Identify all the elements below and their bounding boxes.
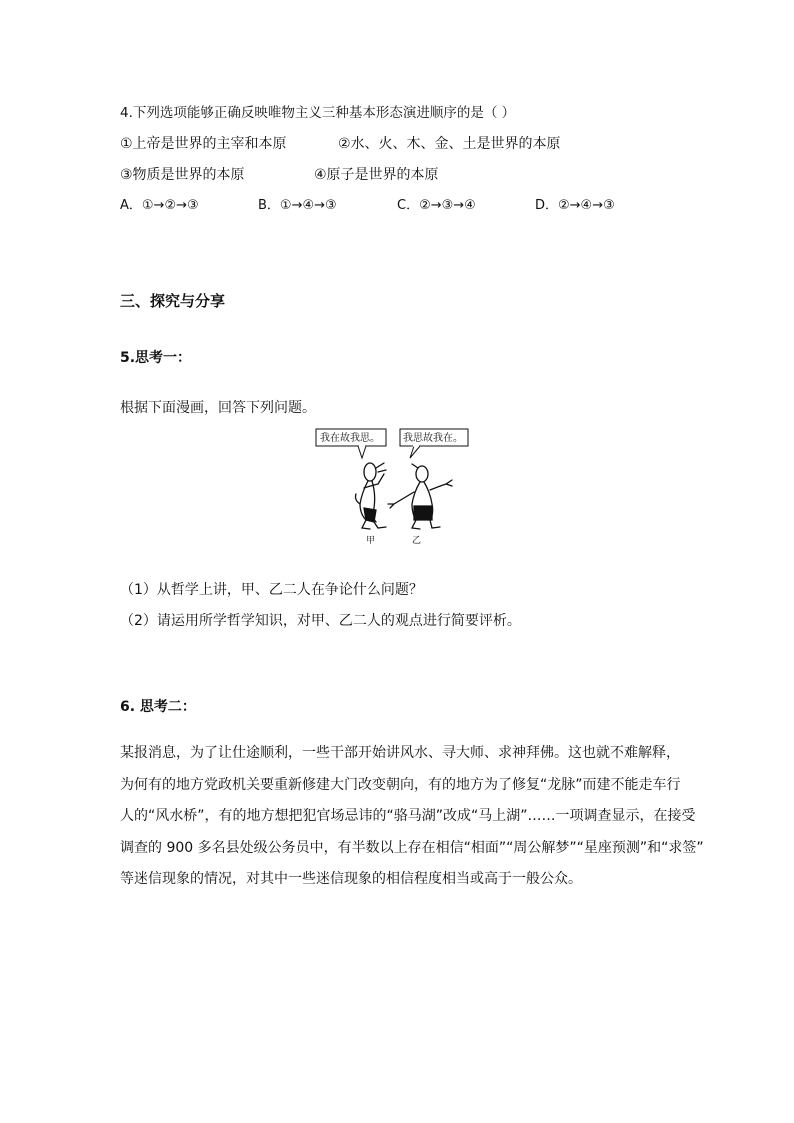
passage-line: 为何有的地方党政机关要重新修建大门改变朝向，有的地方为了修复“龙脉”而建不能走车行: [120, 776, 681, 793]
question-5-intro: 根据下面漫画，回答下列问题。: [120, 400, 316, 416]
section-title: 三、探究与分享: [120, 292, 226, 310]
choice-a: A．①→②→③: [120, 198, 199, 213]
choice-b: B．①→④→③: [258, 198, 337, 213]
question-6-title: 6. 思考二：: [120, 699, 196, 715]
philosophy-cartoon: [314, 428, 474, 548]
left-bubble-text: 我在故我思。: [320, 433, 380, 444]
question-4-title: 4.下列选项能够正确反映唯物主义三种基本形态演进顺序的是（ ）: [120, 105, 516, 121]
question-5-subquestion-1: （1）从哲学上讲，甲、乙二人在争论什么问题？: [120, 582, 423, 598]
question-5-title: 5.思考一：: [120, 350, 192, 366]
statement-4: ④原子是世界的本原: [314, 167, 439, 183]
statement-2: ②水、火、木、金、土是世界的本原: [338, 136, 561, 152]
statement-1: ①上帝是世界的主宰和本原: [120, 136, 287, 152]
passage-line: 人的“风水桥”，有的地方想把犯官场忌讳的“骆马湖”改成“马上湖”……一项调查显示，在接受: [120, 808, 696, 824]
passage-line: 某报消息，为了让仕途顺利，一些干部开始讲风水、寻大师、求神拜佛。这也就不难解释，: [120, 745, 680, 761]
passage-line: 等迷信现象的情况，对其中一些迷信现象的相信程度相当或高于一般公众。: [120, 871, 582, 887]
choice-c: C．②→③→④: [397, 198, 476, 213]
statement-3: ③物质是世界的本原: [120, 167, 245, 183]
question-6-passage: [120, 738, 704, 896]
figure-right-icon: [388, 464, 452, 529]
figure-left-icon: [356, 463, 387, 529]
passage-line: 调查的 900 多名县处级公务员中，有半数以上存在相信“相面”“周公解梦”“星座预测”和“求签”: [120, 839, 704, 856]
question-5-subquestion-2: （2）请运用所学哲学知识，对甲、乙二人的观点进行简要评析。: [120, 613, 521, 629]
choice-d: D．②→④→③: [535, 198, 615, 213]
figure-left-label: 甲: [366, 536, 376, 546]
right-bubble-text: 我思故我在。: [403, 433, 463, 444]
figure-right-label: 乙: [412, 536, 422, 546]
